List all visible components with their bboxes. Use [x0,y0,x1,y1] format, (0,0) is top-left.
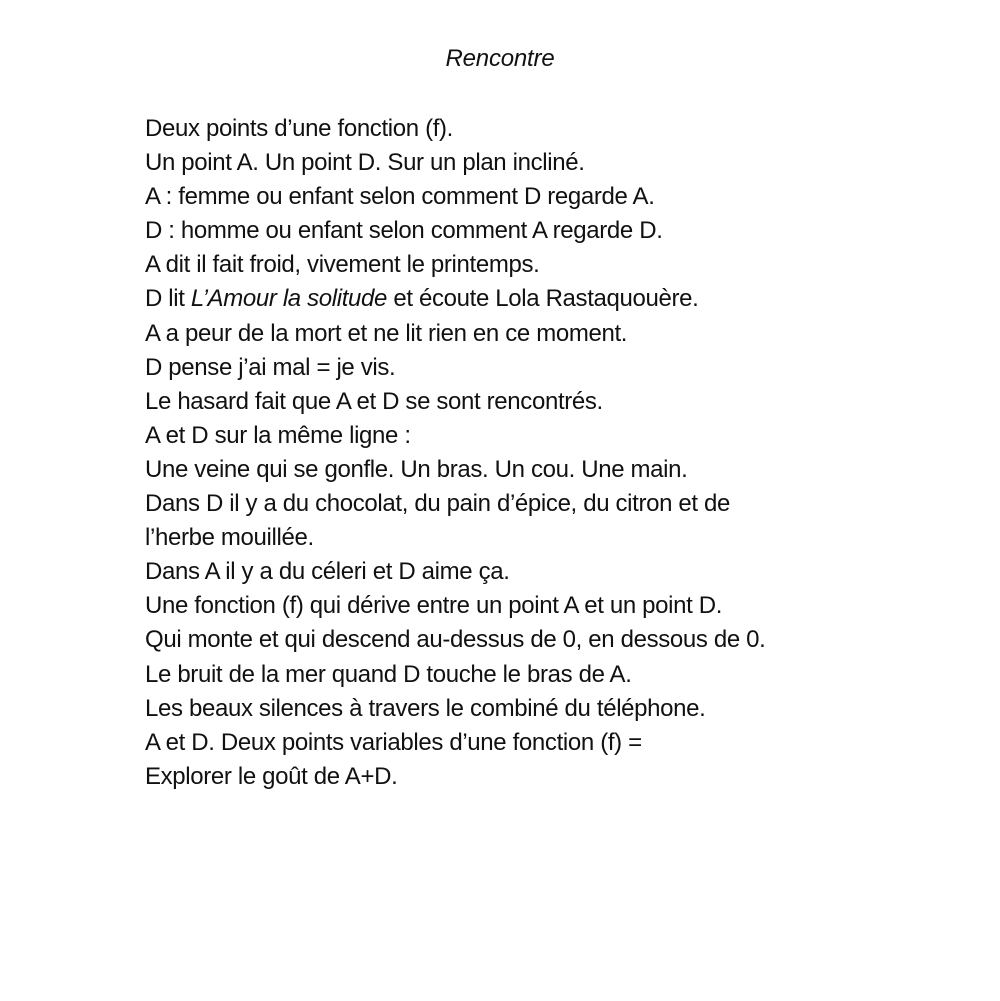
poem-line: A a peur de la mort et ne lit rien en ce moment. [145,319,628,347]
poem-line: Un point A. Un point D. Sur un plan incliné. [145,149,585,177]
poem-line: Une veine qui se gonfle. Un bras. Un cou. Une main. [145,455,688,483]
poem-line-with-book-title [145,282,865,316]
poem-line-text: et écoute Lola Rastaquouère. [387,285,699,313]
poem-line: A dit il fait froid, vivement le printemps. [145,251,540,279]
poem-line: Dans D il y a du chocolat, du pain d’épice, du citron et de [145,490,731,518]
poem-line: A : femme ou enfant selon comment D regarde A. [145,183,655,211]
poem-body [145,112,865,794]
poem-line: Deux points d’une fonction (f). [145,115,453,142]
book-title: L’Amour la solitude [190,285,388,313]
poem-line: A et D. Deux points variables d’une fonction (f) = [145,728,642,756]
poem-line: l’herbe mouillée. [145,524,314,552]
poem-line-text: D lit [145,285,191,313]
poem-line: Les beaux silences à travers le combiné du téléphone. [145,694,706,722]
poem-line: Une fonction (f) qui dérive entre un point A et un point D. [145,592,723,620]
poem-line: D : homme ou enfant selon comment A regarde D. [145,217,663,245]
poem-line: Qui monte et qui descend au-dessus de 0, en dessous de 0. [145,626,766,654]
poem-line: D pense j’ai mal = je vis. [145,353,396,381]
poem-line: Explorer le goût de A+D. [145,762,398,790]
poem-line: Le bruit de la mer quand D touche le bras de A. [145,660,632,688]
poem-line: Dans A il y a du céleri et D aime ça. [145,558,510,586]
poem-line: Le hasard fait que A et D se sont rencontrés. [145,387,603,415]
poem-line: A et D sur la même ligne : [145,421,411,449]
poem-title: Rencontre [445,45,555,72]
